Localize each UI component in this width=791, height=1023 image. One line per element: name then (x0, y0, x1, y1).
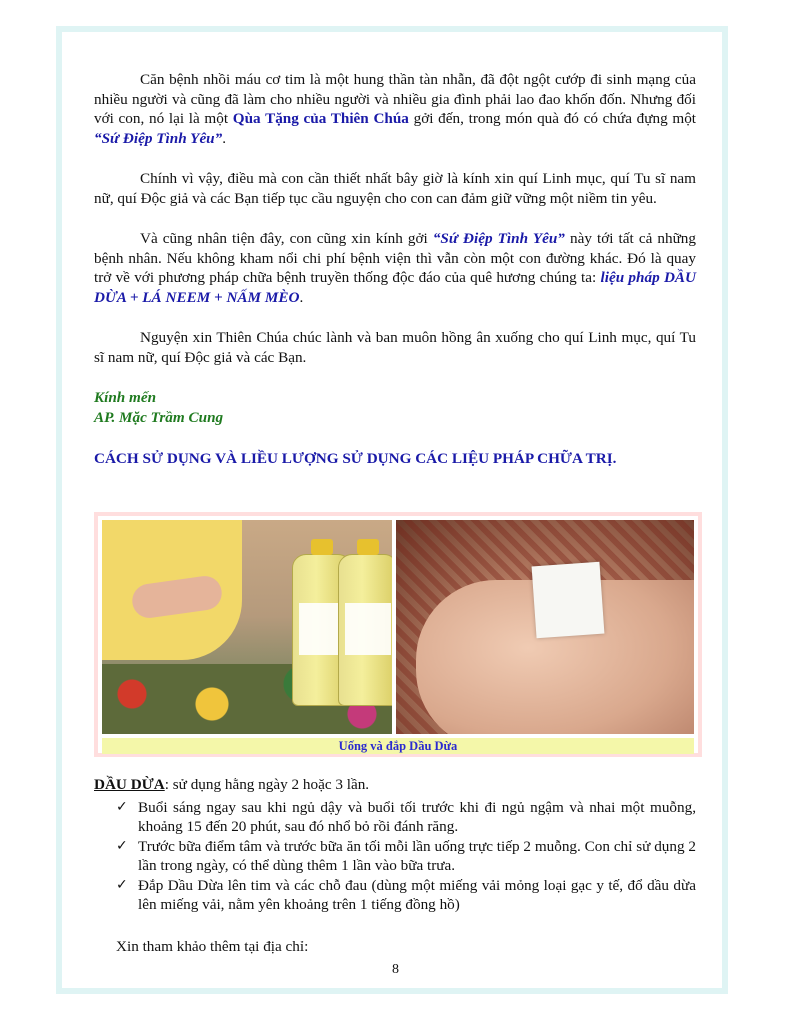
therapy-phrase: liệu pháp DẦU DỪA + LÁ NEEM + NẤM MÈO (94, 269, 697, 306)
list-item-text: Buổi sáng ngay sau khi ngủ dậy và buổi tối trước khi đi ngủ ngậm và nhai một muỗng, khoảng 15 đến 20 phút, sau đó nhổ bỏ rồi đánh răng. (138, 798, 696, 835)
paragraph-1-text-b: gởi đến, trong món quà đó có chứa đựng một (408, 110, 697, 127)
photo-caption: Uống và đắp Dầu Dừa (102, 738, 694, 754)
paragraph-3-text-a: Và cũng nhân tiện đây, con cũng xin kính gởi (140, 230, 433, 247)
oil-bottle-icon (338, 554, 392, 706)
coconut-oil-intro (94, 775, 696, 795)
check-icon: ✓ (116, 837, 128, 854)
list-item-text: Trước bữa điểm tâm và trước bữa ăn tối mỗi lần uống trực tiếp 2 muỗng. Con chỉ sử dụng 2 lần trong ngày, có thể dùng thêm 1 lần vào bữa trưa. (138, 837, 696, 874)
list-item-text: Đắp Dầu Dừa lên tim và các chỗ đau (dùng một miếng vải mỏng loại gạc y tế, đổ dầu dừa lên miếng vải, nằm yên khoảng trên 1 tiếng đồng hồ) (138, 876, 696, 913)
message-of-love-phrase: “Sứ Điệp Tình Yêu” (94, 129, 223, 147)
photo-applying-oil (396, 520, 694, 734)
gift-of-god-phrase: Qùa Tặng của Thiên Chúa (232, 110, 409, 127)
paragraph-2: Chính vì vậy, điều mà con cần thiết nhất bây giờ là kính xin quí Linh mục, quí Tu sĩ nam nữ, quí Độc giả và các Bạn tiếp tục cầu nguyện cho con can đảm giữ vững một niềm tin yêu. (94, 170, 696, 207)
paragraph-4: Nguyện xin Thiên Chúa chúc lành và ban muôn hồng ân xuống cho quí Linh mục, quí Tu sĩ nam nữ, quí Độc giả và các Bạn. (94, 329, 696, 366)
list-item (116, 876, 696, 915)
check-icon: ✓ (116, 876, 128, 893)
photo-frame (94, 512, 702, 757)
signoff-name: AP. Mặc Trầm Cung (94, 408, 224, 426)
coconut-oil-title: DẦU DỪA (94, 776, 165, 793)
section-heading: CÁCH SỬ DỤNG VÀ LIỀU LƯỢNG SỬ DỤNG CÁC LIỆU PHÁP CHỮA TRỊ. (94, 450, 617, 467)
paragraph-3 (94, 229, 696, 307)
coconut-oil-section (94, 775, 696, 956)
coconut-oil-list (94, 798, 696, 915)
paragraph-1-text-a: Căn bệnh nhồi máu cơ tim là một hung thần tàn nhẫn, đã đột ngột cướp đi sinh mạng của nhiều người và cũng đã làm cho nhiều người và nhiều gia đình phải lao đao khốn đốn. Nhưng đối với con, nó lại là một (94, 71, 696, 127)
list-item (116, 798, 696, 837)
paragraph-3-text-b: này tới tất cả những bệnh nhân. Nếu không kham nổi chi phí bệnh viện thì vẫn còn một con đường khác. Đó là quay trở về với phương pháp chữa bệnh truyền thống độc đáo của quê hương chúng ta: (94, 230, 696, 286)
coconut-oil-intro-text: : sử dụng hằng ngày 2 hoặc 3 lần. (164, 776, 370, 793)
paragraph-1 (94, 70, 696, 148)
reference-line: Xin tham khảo thêm tại địa chỉ: (116, 937, 309, 955)
list-item (116, 837, 696, 876)
paragraph-1-text-c: . (222, 129, 227, 147)
letter-body (94, 70, 696, 469)
paragraph-3-text-c: . (299, 288, 304, 306)
photo-drinking-oil (102, 520, 392, 734)
page-number: 8 (392, 962, 399, 977)
message-of-love-phrase-2: “Sứ Điệp Tình Yêu” (432, 230, 565, 247)
signoff-greeting: Kính mến (94, 389, 157, 406)
check-icon: ✓ (116, 798, 128, 815)
gauze-patch (532, 562, 605, 639)
